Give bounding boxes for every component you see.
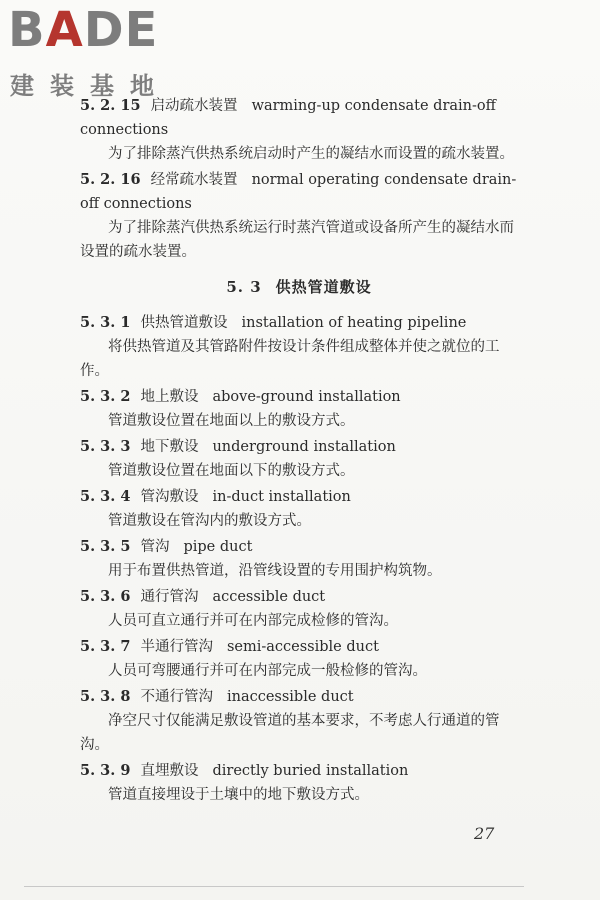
term-chinese: 经常疏水装置 — [150, 172, 238, 188]
term-heading — [80, 535, 518, 559]
term-entry — [80, 94, 518, 166]
term-entry — [80, 685, 518, 757]
term-definition: 管道敷设位置在地面以上的敷设方式。 — [108, 413, 355, 429]
term-definition: 人员可弯腰通行并可在内部完成一般检修的管沟。 — [108, 663, 427, 679]
term-chinese: 供热管道敷设 — [140, 315, 228, 331]
term-chinese: 半通行管沟 — [140, 639, 213, 655]
term-definition: 人员可直立通行并可在内部完成检修的管沟。 — [108, 613, 398, 629]
term-entry — [80, 759, 518, 807]
term-english: installation of heating pipeline — [241, 315, 467, 331]
term-number: 5. 3. 2 — [80, 388, 131, 405]
term-entry — [80, 311, 518, 383]
term-entry — [80, 585, 518, 633]
term-entry — [80, 485, 518, 533]
term-english: directly buried installation — [212, 763, 409, 779]
term-definition: 管道敷设在管沟内的敷设方式。 — [108, 513, 311, 529]
term-english: underground installation — [212, 439, 396, 455]
term-number: 5. 2. 16 — [80, 171, 141, 188]
term-chinese: 地下敷设 — [140, 439, 199, 455]
term-heading — [80, 94, 518, 142]
term-definition: 用于布置供热管道，沿管线设置的专用围护构筑物。 — [108, 563, 442, 579]
term-heading — [80, 435, 518, 459]
page-number: 27 — [474, 824, 495, 843]
term-entry — [80, 385, 518, 433]
term-entry — [80, 535, 518, 583]
term-english: in-duct installation — [212, 489, 351, 505]
term-definition: 管道敷设位置在地面以下的敷设方式。 — [108, 463, 355, 479]
term-chinese: 管沟 — [140, 539, 170, 555]
term-heading — [80, 311, 518, 335]
term-definition: 净空尺寸仅能满足敷设管道的基本要求，不考虑人行通道的管沟。 — [80, 713, 500, 753]
document-body — [80, 94, 518, 809]
term-entry — [80, 168, 518, 264]
term-heading — [80, 685, 518, 709]
section-number: 5. 3 — [226, 278, 262, 296]
term-chinese: 启动疏水装置 — [150, 98, 238, 114]
term-heading — [80, 759, 518, 783]
term-heading — [80, 485, 518, 509]
bade-logo — [8, 2, 183, 100]
bottom-divider — [24, 886, 524, 887]
term-english: semi-accessible duct — [226, 639, 379, 655]
term-definition: 为了排除蒸汽供热系统启动时产生的凝结水而设置的疏水装置。 — [108, 146, 514, 162]
section-title-text: 供热管道敷设 — [275, 278, 372, 296]
term-heading — [80, 385, 518, 409]
term-entry — [80, 435, 518, 483]
term-heading — [80, 585, 518, 609]
term-number: 5. 2. 15 — [80, 97, 141, 114]
term-english: warming-up condensate drain-off connections — [80, 98, 496, 138]
term-chinese: 通行管沟 — [140, 589, 199, 605]
section-heading — [80, 276, 518, 297]
term-number: 5. 3. 9 — [80, 762, 131, 779]
term-english: inaccessible duct — [226, 689, 354, 705]
logo-wordmark: BADE — [8, 2, 159, 58]
term-heading — [80, 168, 518, 216]
term-english: pipe duct — [183, 539, 253, 555]
term-number: 5. 3. 6 — [80, 588, 131, 605]
term-number: 5. 3. 7 — [80, 638, 131, 655]
term-chinese: 不通行管沟 — [140, 689, 213, 705]
term-heading — [80, 635, 518, 659]
term-number: 5. 3. 3 — [80, 438, 131, 455]
term-number: 5. 3. 1 — [80, 314, 131, 331]
term-english: normal operating condensate drain-off connections — [80, 172, 517, 212]
term-english: accessible duct — [212, 589, 326, 605]
term-number: 5. 3. 8 — [80, 688, 131, 705]
term-chinese: 地上敷设 — [140, 389, 199, 405]
term-number: 5. 3. 4 — [80, 488, 131, 505]
term-definition: 为了排除蒸汽供热系统运行时蒸汽管道或设备所产生的凝结水而设置的疏水装置。 — [80, 220, 514, 260]
term-definition: 管道直接埋设于土壤中的地下敷设方式。 — [108, 787, 369, 803]
term-definition: 将供热管道及其管路附件按设计条件组成整体并使之就位的工作。 — [80, 339, 500, 379]
term-english: above-ground installation — [212, 389, 401, 405]
term-number: 5. 3. 5 — [80, 538, 131, 555]
term-entry — [80, 635, 518, 683]
term-chinese: 直埋敷设 — [140, 763, 199, 779]
logo-subtitle: 建装基地 — [10, 72, 170, 100]
term-chinese: 管沟敷设 — [140, 489, 199, 505]
